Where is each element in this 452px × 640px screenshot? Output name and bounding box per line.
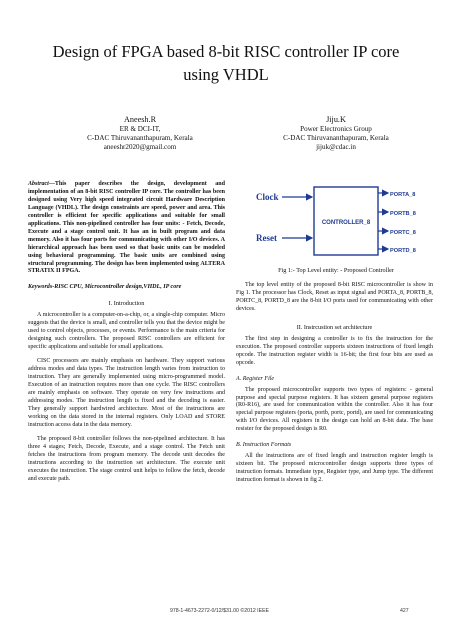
figure-top-level-entity xyxy=(252,183,420,263)
abstract xyxy=(28,181,225,276)
author-location: C-DAC Thiruvananthapuram, Kerala xyxy=(283,134,389,143)
subsection-heading-instruction-formats: B. Instruction Formats xyxy=(236,442,292,449)
intro-paragraph-2: CISC processors are mainly emphasis on hardware. They support various address modes and data types. The instruction length varies from instruction to instruction. They are generally implemented using micro-programmed model. Execution of an instruction requires more than one cycle. The RISC controllers are mainly emphasis on software. They operate on very few instructions and addressing modes. The instruction length is fixed and the decoding is easier. They generally support hardwired architecture. Most of the instructions are working on the data stored in the internal registers. Only LOAD and STORE instruction access data in the data memory. xyxy=(28,358,225,428)
intro-paragraph-1: A microcontroller is a computer-on-a-chip, or, a single-chip computer. Micro suggests that the device is small, and controller tells you that the device might be used to control objects, processes, or events. Performance is the main criteria for designing such controllers. The proposed RISC controllers are efficient for specific applications and suitable for small applications. xyxy=(28,312,225,351)
footer-copyright: 978-1-4673-2272-0/12/$31.00 ©2012 IEEE xyxy=(170,608,270,614)
left-column xyxy=(28,181,225,483)
controller-diagram xyxy=(252,183,420,263)
reset-label: Reset xyxy=(256,233,277,243)
figure-caption: Fig 1:- Top Level entity: - Proposed Controller xyxy=(278,267,394,274)
author-name: Aneesh.R xyxy=(123,115,157,124)
instruction-formats-paragraph: All the instructions are of fixed length and instruction register length is sixteen bit. The proposed microcontroller design supports three types of instruction formats. Immediate type, Register type, and Jump type. The different instruction format is shown in fig 2. xyxy=(236,453,433,484)
abstract-label: Abstract xyxy=(28,181,49,187)
author-location: C-DAC Thiruvananthapuram, Kerala xyxy=(87,134,193,143)
clock-label: Clock xyxy=(256,192,279,202)
intro-paragraph-3: The proposed 8-bit controller follows the non-pipelined architecture. It has three 4 stages; Fetch, Decode, Execute, and a stage control. The Fetch unit fetches the instructions from program memory. The decode unit decodes the instructions according to the instruction set architecture. The execute unit executes the instruction. The stage control unit helps to follow the fetch, decode and execute path. xyxy=(28,435,225,482)
author-email: aneeshr2020@gmail.com xyxy=(103,143,177,152)
author-block-2 xyxy=(236,114,436,153)
porta-label: PORTA_8 xyxy=(390,192,416,198)
portd-label: PORTD_8 xyxy=(390,248,416,254)
section-heading-introduction: I. Introduction xyxy=(108,300,145,308)
register-file-paragraph: The proposed microcontroller supports two types of registers: - general purpose and special purpose registers. It has sixteen general purpose registers (R0-R16), are used for communication within the controller. Also it has four special purpose registers (porta, portb, portc, portd), are used for communicating with I/O devices. All registers in the design can hold an 8-bit data. The base resister for the proposed design is R0. xyxy=(236,386,433,433)
author-email: jijuk@cdac.in xyxy=(316,143,356,152)
author-name: Jiju.K xyxy=(326,115,346,124)
controller-block-label: CONTROLLER_8 xyxy=(321,220,371,226)
title-line-2: using VHDL xyxy=(183,65,269,84)
author-block-1 xyxy=(40,114,240,153)
right-column xyxy=(236,282,433,485)
portb-label: PORTB_8 xyxy=(390,211,416,217)
top-level-paragraph: The top level entity of the proposed 8-bit RISC microcontroller is show in Fig 1. The processor has Clock, Reset as input signal and PORTA_8, PORTB_8, PORTC_8, PORTD_8 are the 8-bit I/O ports used for communicating with other devices. xyxy=(236,282,433,312)
isa-paragraph: The first step in designing a controller is to fix the instruction for the execution. The proposed controller supports sixteen instructions of fixed length opcode. The instruction register width is 16-bit; the first four bits are used as opcode. xyxy=(236,335,433,366)
author-affiliation: ER & DCI-IT, xyxy=(119,125,161,133)
page-number: 427 xyxy=(400,608,409,614)
keywords: Keywords-RISC CPU, Microcontroller design,VHDL, IP core xyxy=(28,284,182,291)
title-line-1: Design of FPGA based 8-bit RISC controller IP core xyxy=(52,42,400,61)
author-affiliation: Power Electronics Group xyxy=(300,125,372,133)
section-heading-isa: II. Instrcustion set architecture xyxy=(296,323,373,331)
portc-label: PORTC_8 xyxy=(390,230,416,236)
paper-title xyxy=(20,40,432,86)
subsection-heading-register-file: A. Register File xyxy=(236,375,275,382)
abstract-text: —This paper describes the design, development and implementation of an 8-bit RISC controller IP core. The controller has been designed using Very high speed integrated circuit Hardware Description Language (VHDL). The design constraints are speed, power and area. This controller is efficient for specific applications and suitable for small applications. This non-pipelined controller has four units: - Fetch, Decode, Execute and a stage control unit. It has an in built program and data memory. Also it has four ports for communicating with other I/O devices. A hierarchical approach has been used so that basic units can be modeled using behavioral programming. The basic units are combined using structural programming. The design has been implemented using ALTERA STRATIX II FPGA. xyxy=(28,181,225,275)
